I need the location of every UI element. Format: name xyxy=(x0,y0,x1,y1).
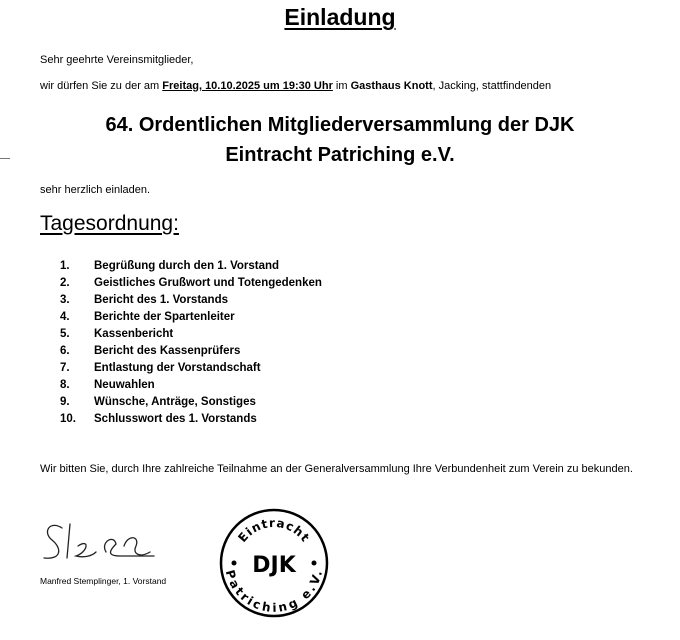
agenda-item-number: 3. xyxy=(60,293,70,306)
svg-text:Eintracht xyxy=(235,516,312,545)
agenda-item-text: Entlastung der Vorstandschaft xyxy=(94,361,261,374)
agenda-item-number: 5. xyxy=(60,327,70,340)
agenda-item xyxy=(60,376,322,393)
agenda-item-number: 1. xyxy=(60,259,70,272)
agenda-item xyxy=(60,359,322,376)
agenda-item-text: Begrüßung durch den 1. Vorstand xyxy=(94,259,280,272)
margin-mark xyxy=(0,158,10,159)
meeting-venue: Gasthaus Knott xyxy=(350,80,433,92)
seal-dot-left xyxy=(232,561,237,566)
intro-after: , Jacking, stattfindenden xyxy=(432,80,552,92)
seal-bottom-text: Patriching e.V. xyxy=(222,568,326,615)
closing-line: sehr herzlich einladen. xyxy=(40,184,151,196)
agenda-item-text: Geistliches Grußwort und Totengedenken xyxy=(94,276,322,289)
intro-before: wir dürfen Sie zu der am xyxy=(40,80,163,92)
agenda-item xyxy=(60,308,322,325)
event-line-1: 64. Ordentlichen Mitgliederversammlung der DJK xyxy=(105,114,575,136)
agenda-item xyxy=(60,393,322,410)
agenda-item-number: 9. xyxy=(60,395,70,408)
agenda-item xyxy=(60,325,322,342)
agenda-item xyxy=(60,291,322,308)
meeting-date: Freitag, 10.10.2025 um 19:30 Uhr xyxy=(162,80,333,92)
seal-center-text: DJK xyxy=(252,553,296,578)
agenda-item-text: Neuwahlen xyxy=(94,378,155,391)
agenda-item xyxy=(60,257,322,274)
agenda-item-text: Schlusswort des 1. Vorstands xyxy=(94,412,257,425)
agenda-item-number: 2. xyxy=(60,276,70,289)
agenda-item-text: Berichte der Spartenleiter xyxy=(94,310,235,323)
agenda-item-text: Wünsche, Anträge, Sonstiges xyxy=(94,395,256,408)
seal-top-text: Eintracht xyxy=(235,515,313,545)
document-title: Einladung xyxy=(284,4,396,30)
event-line-2: Eintracht Patriching e.V. xyxy=(225,144,455,166)
club-seal-stamp xyxy=(216,505,332,621)
agenda-heading: Tagesordnung: xyxy=(40,212,179,235)
agenda-item-number: 6. xyxy=(60,344,70,357)
intro-paragraph xyxy=(40,80,551,92)
agenda-item-number: 7. xyxy=(60,361,70,374)
agenda-item-number: 8. xyxy=(60,378,70,391)
agenda-list xyxy=(60,257,322,427)
agenda-item-number: 10. xyxy=(60,412,76,425)
intro-mid: im xyxy=(332,80,351,92)
agenda-item xyxy=(60,410,322,427)
signature-image xyxy=(40,512,170,572)
event-heading xyxy=(0,110,680,170)
agenda-item-text: Kassenbericht xyxy=(94,327,174,340)
agenda-item-text: Bericht des Kassenprüfers xyxy=(94,344,241,357)
agenda-item xyxy=(60,342,322,359)
agenda-item-text: Bericht des 1. Vorstands xyxy=(94,293,228,306)
agenda-item-number: 4. xyxy=(60,310,70,323)
signer-name: Manfred Stemplinger, 1. Vorstand xyxy=(40,576,167,586)
salutation: Sehr geehrte Vereinsmitglieder, xyxy=(40,54,194,66)
participation-request: Wir bitten Sie, durch Ihre zahlreiche Teilnahme an der Generalversammlung Ihre Verbundenheit zum Verein zu bekunden. xyxy=(40,463,633,475)
seal-dot-right xyxy=(312,561,317,566)
agenda-item xyxy=(60,274,322,291)
